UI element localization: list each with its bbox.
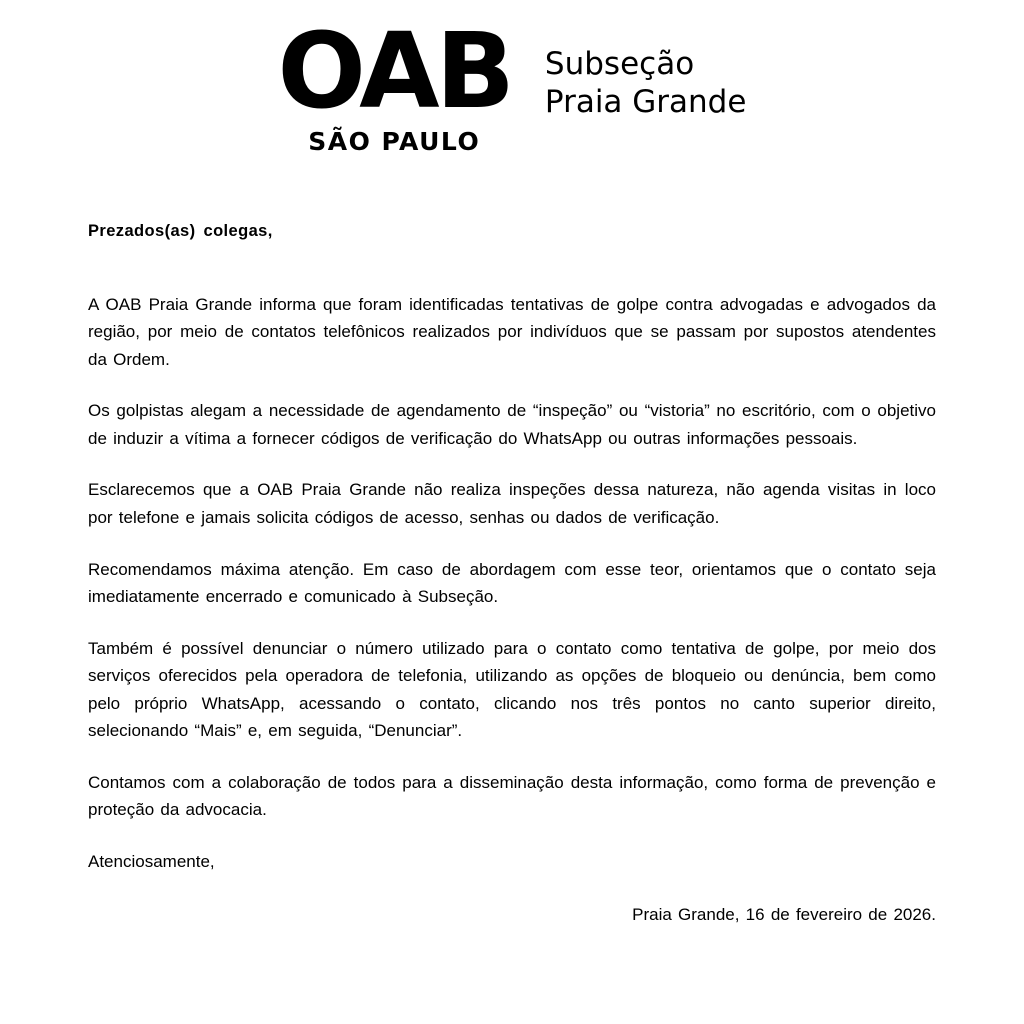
- place-and-date: Praia Grande, 16 de fevereiro de 2026.: [632, 904, 936, 924]
- letterhead: [0, 0, 1024, 156]
- paragraph-4: Recomendamos máxima atenção. Em caso de abordagem com esse teor, orientamos que o contato seja imediatamente encerrado e comunicado à Subseção.: [88, 559, 936, 607]
- subsection-line-2: Praia Grande: [544, 83, 747, 120]
- paragraph-2: Os golpistas alegam a necessidade de agendamento de “inspeção” ou “vistoria” no escritório, com o objetivo de induzir a vítima a fornecer códigos de verificação do WhatsApp ou outras informações pessoais.: [88, 401, 936, 448]
- paragraph-3: Esclarecemos que a OAB Praia Grande não realiza inspeções dessa natureza, não agenda visitas in loco por telefone e jamais solicita códigos de acesso, senhas ou dados de verificação.: [88, 480, 936, 527]
- salutation: Prezados(as) colegas,: [88, 221, 273, 240]
- oab-logo-icon: OAB: [277, 10, 511, 132]
- subsection-line-1: Subseção: [544, 46, 695, 82]
- oab-logo: [277, 10, 511, 156]
- paragraph-1: A OAB Praia Grande informa que foram identificadas tentativas de golpe contra advogadas e advogados da região, por meio de contatos telefônicos realizados por indivíduos que se passam por supostos atendentes da Ordem.: [88, 294, 936, 369]
- subsection-title: [545, 22, 747, 122]
- paragraph-5: Também é possível denunciar o número utilizado para o contato como tentativa de golpe, por meio dos serviços oferecidos pela operadora de telefonia, utilizando as opções de bloqueio ou denúncia, bem como pelo próprio WhatsApp, acessando o contato, clicando nos três pontos no canto superior direito, selecionando “Mais” e, em seguida, “Denunciar”.: [88, 638, 936, 741]
- oab-logo-state-label: SÃO PAULO: [308, 126, 481, 156]
- closing-line: Atenciosamente,: [88, 851, 215, 871]
- paragraph-6: Contamos com a colaboração de todos para a disseminação desta informação, como forma de prevenção e proteção da advocacia.: [88, 772, 936, 820]
- letter-body: [88, 156, 936, 925]
